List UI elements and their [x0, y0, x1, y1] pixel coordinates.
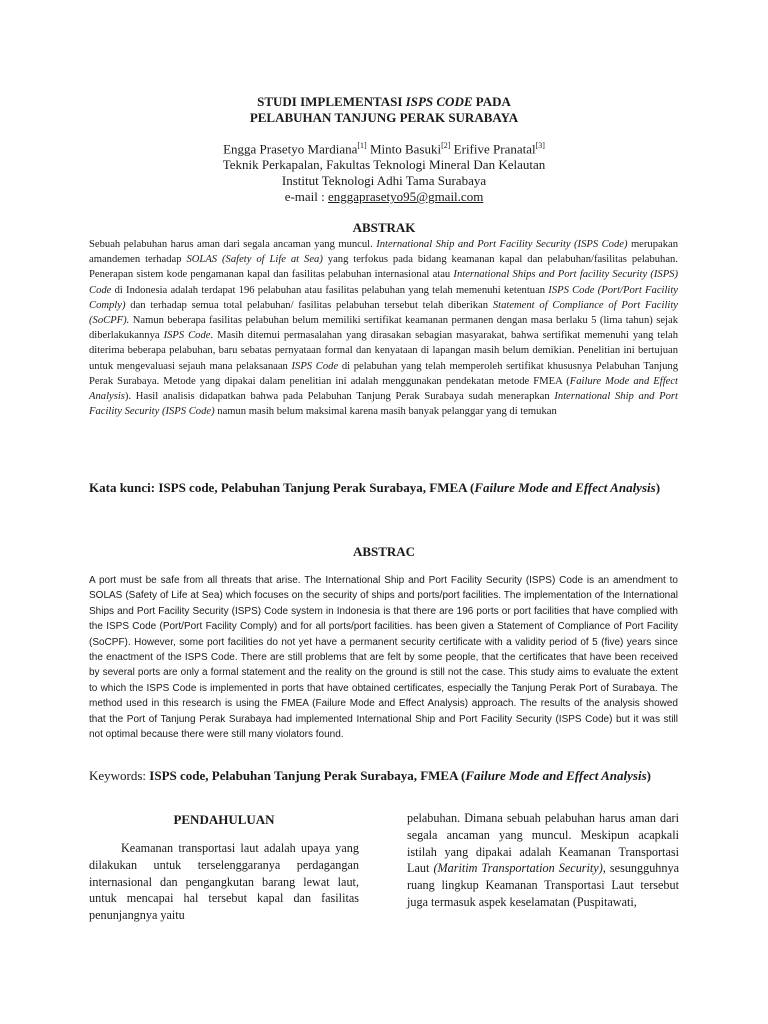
affiliation-institute: Institut Teknologi Adhi Tama Surabaya [281, 173, 487, 189]
abstrac-body: A port must be safe from all threats that arise. The International Ship and Port Facility Security (ISPS) Code is an amendment to SOLAS (Safety of Life at Sea) which focuses on the security of ships and ports/port facilities. The implementation of the International Ships and Port Facility Security (ISPS) Code system in Indonesia is that there are 196 ports or port facilities that have complied with the ISPS Code (Port/Port Facility Comply) and for all ports/port facilities. has been given a Statement of Compliance of Port Facility (SoCPF). However, some port facilities do not yet have a permanent security certificate with a validity period of 5 (five) years since the enactment of the ISPS Code. There are still problems that are felt by some people, that the certificates that have been received by several ports are only a formal statement and the reality on the ground is still not the case. This study aims to evaluate the extent to which the ISPS Code is implemented in ports that have obtained certificates, especially the Tanjung Perak Port of Surabaya. The method used in this research is using the FMEA (Failure Mode and Effect Analysis) approach. The results of the analysis showed that the Port of Tanjung Perak Surabaya had implemented International Ship and Port Facility Security (ISPS Code) but it was still not optimal because there were still many violators found. [89, 575, 678, 741]
pendahuluan-left-column [89, 840, 359, 924]
paper-title [0, 94, 768, 126]
keywords-text: ISPS code, Pelabuhan Tanjung Perak Surabaya, FMEA ( [149, 768, 466, 783]
title-text-end: PADA [472, 94, 511, 109]
author-1-ref: [1] [357, 141, 367, 150]
abstrak-text: . Masih ditemui permasalahan yang dirasakan sebagian masyarakat, bahwa sertifikat memenuhi yang telah diterima beberapa pelabuhan, baru sebatas pernyataan formal dan kenyataan di lapangan masih belum demikian. Penelitian ini bertujuan untuk mengevaluasi sejauh mana pelaksanaan [89, 330, 679, 372]
author-3-ref: [3] [535, 141, 545, 150]
pendahuluan-right-italic: (Maritim Transportation Security), [433, 861, 606, 876]
title-line-2: PELABUHAN TANJUNG PERAK SURABAYA [249, 110, 519, 125]
abstrak-italic: International Ship and Port Facility Security (ISPS Code) [89, 391, 678, 418]
author-2: Minto Basuki [366, 141, 442, 157]
email-line [0, 189, 768, 205]
abstrak-italic: ISPS Code [163, 330, 211, 342]
pendahuluan-left-text: Keamanan transportasi laut adalah upaya yang dilakukan untuk terselenggaranya perdagangan internasional dan pengangkutan barang lewat laut, untuk mencapai hal tersebut kapal dan fasilitas penunjangnya yaitu [89, 841, 359, 923]
abstrak-italic: Statement of Compliance of Port Facility (SoCPF). [89, 299, 678, 327]
abstrak-text: merupakan amandemen terhadap [89, 239, 679, 266]
abstrak-text: namun masih belum maksimal karena masih banyak pelanggar yang di temukan [214, 406, 557, 418]
email-link[interactable]: enggaprasetyo95@gmail.com [328, 189, 484, 205]
author-line [0, 138, 768, 157]
keywords-label: Keywords: [89, 768, 150, 783]
abstrak-italic: ISPS Code (Port/Port Facility Comply) [89, 284, 678, 311]
title-italic: ISPS CODE [405, 94, 473, 109]
abstrak-italic: ISPS Code [291, 360, 339, 372]
pendahuluan-right-column [407, 810, 679, 911]
abstrak-text: Sebuah pelabuhan harus aman dari segala ancaman yang muncul. [89, 239, 377, 250]
pendahuluan-heading: PENDAHULUAN [173, 812, 275, 827]
pendahuluan-right-text: pelabuhan. Dimana sebuah pelabuhan harus aman dari segala ancaman yang muncul. Meskipun acapkali istilah yang dipakai adalah Keamanan Transportasi Laut [407, 811, 679, 876]
abstrak-italic: International Ships and Port facility Security (ISPS) Code [89, 269, 678, 296]
author-1: Engga Prasetyo Mardiana [223, 141, 358, 157]
abstrak-text: Namun beberapa fasilitas pelabuhan belum memiliki sertifikat keamanan permanen dengan masa berlaku 5 (lima tahun) sejak diberlakukannya [89, 315, 678, 342]
abstrak-text: ). Hasil analisis didapatkan bahwa pada Pelabuhan Tanjung Perak Surabaya sudah menerapkan [124, 391, 555, 403]
abstrak-body [89, 237, 678, 419]
title-line-1 [0, 94, 768, 110]
email-label: e-mail : [284, 189, 329, 205]
abstrak-heading: ABSTRAK [352, 220, 416, 235]
kata-kunci-end: ) [655, 480, 661, 495]
kata-kunci-italic: Failure Mode and Effect Analysis [474, 480, 656, 495]
abstrak-italic: International Ship and Port Facility Security (ISPS Code) [376, 239, 628, 250]
abstrak-text: di pelabuhan yang telah memperoleh sertifikat khususnya Pelabuhan Tanjung Perak Surabaya. Metode yang dipakai dalam penelitian ini adalah menggunakan pendekatan metode FMEA ( [89, 360, 679, 387]
affiliation-dept: Teknik Perkapalan, Fakultas Teknologi Mineral Dan Kelautan [222, 157, 546, 173]
abstrak-italic: Failure Mode and Effect Analysis [89, 375, 678, 403]
kata-kunci-text: Kata kunci: ISPS code, Pelabuhan Tanjung Perak Surabaya, FMEA ( [89, 480, 475, 495]
author-block [0, 138, 768, 205]
abstrak-italic: SOLAS (Safety of Life at Sea) [186, 254, 323, 266]
keywords-italic: Failure Mode and Effect Analysis [465, 768, 647, 783]
title-text: STUDI IMPLEMENTASI [257, 94, 406, 109]
abstrak-text: dan terhadap semua total pelabuhan/ fasilitas pelabuhan tersebut telah diberikan [125, 299, 493, 311]
abstrak-text: yang terfokus pada bidang keamanan kapal dan pelabuhan/fasilitas pelabuhan. Penerapan sistem kode pengamanan kapal dan fasilitas pelabuhan internasional atau [89, 254, 678, 281]
author-3: Erifive Pranatal [450, 141, 536, 157]
abstrac-heading: ABSTRAC [352, 544, 416, 559]
kata-kunci [89, 479, 679, 496]
abstrak-text: di Indonesia adalah terdapat 196 pelabuhan atau fasilitas pelabuhan yang telah memenuhi ketentuan [111, 284, 549, 296]
author-2-ref: [2] [441, 141, 451, 150]
pendahuluan-right-text-end: sesungguhnya ruang lingkup Keamanan Transportasi Laut tersebut juga termasuk aspek keselamatan (Puspitawati, [407, 861, 679, 909]
keywords [89, 767, 679, 784]
keywords-end: ) [646, 768, 651, 783]
